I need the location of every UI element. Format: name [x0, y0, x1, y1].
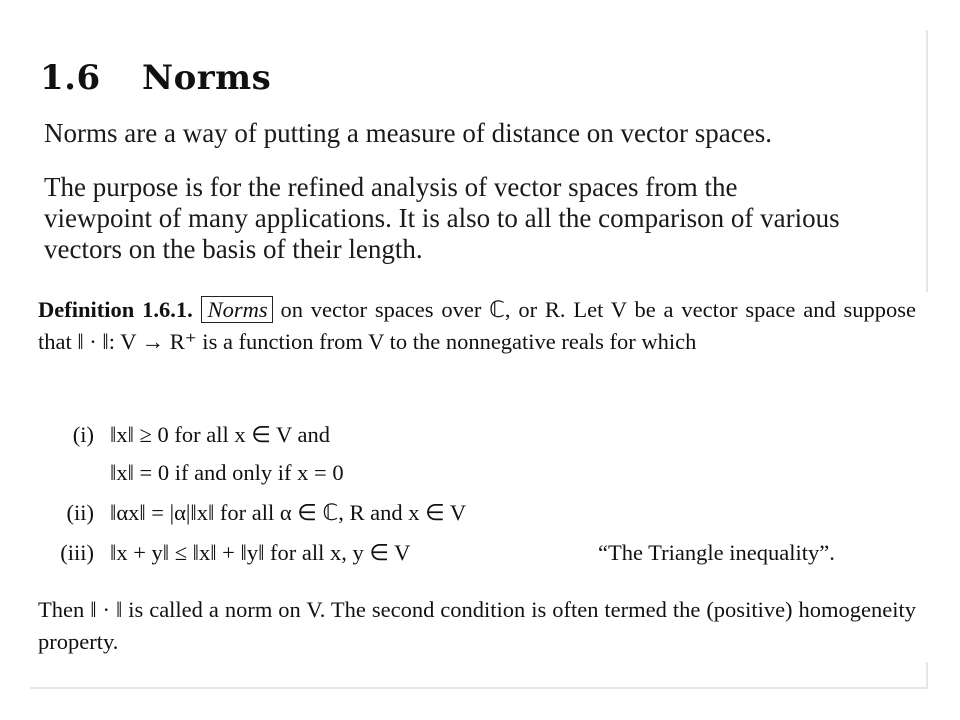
condition-text: ‖αx‖ = |α|‖x‖ for all α ∈ ℂ, R and x ∈ V — [110, 500, 467, 525]
condition-text: ‖x + y‖ ≤ ‖x‖ + ‖y‖ for all x, y ∈ V — [110, 540, 411, 565]
definition-boxed-term: Norms — [201, 296, 273, 323]
section-title: Norms — [142, 58, 272, 98]
section-heading — [40, 58, 271, 98]
condition-label: (ii) — [66, 500, 94, 525]
condition-label: (i) — [72, 422, 94, 447]
definition-text: on vector spaces over ℂ, or R. Let V be a vector space and suppose that ‖ · ‖: V → R⁺ is a function from V to the nonnegative reals for which — [38, 297, 917, 354]
bottom-border — [30, 687, 928, 689]
section-number: 1.6 — [40, 58, 101, 98]
condition-text: ‖x‖ = 0 if and only if x = 0 — [110, 460, 344, 485]
closing-paragraph: Then ‖ · ‖ is called a norm on V. The second condition is often termed the (positive) homogeneity property. — [38, 597, 916, 654]
definition-label: Definition 1.6.1. — [38, 297, 193, 322]
intro-paragraph-2: The purpose is for the refined analysis of vector spaces from the viewpoint of many applications. It is also to all the comparison of various vectors on the basis of their length. — [44, 172, 840, 264]
intro-line-1: Norms are a way of putting a measure of distance on vector spaces. — [44, 118, 772, 148]
right-border — [926, 30, 928, 292]
definition-block — [38, 294, 916, 358]
right-border-lower — [926, 662, 928, 688]
triangle-inequality-note: “The Triangle inequality”. — [598, 540, 835, 565]
condition-text: ‖x‖ ≥ 0 for all x ∈ V and — [110, 422, 330, 447]
condition-label: (iii) — [60, 540, 94, 565]
